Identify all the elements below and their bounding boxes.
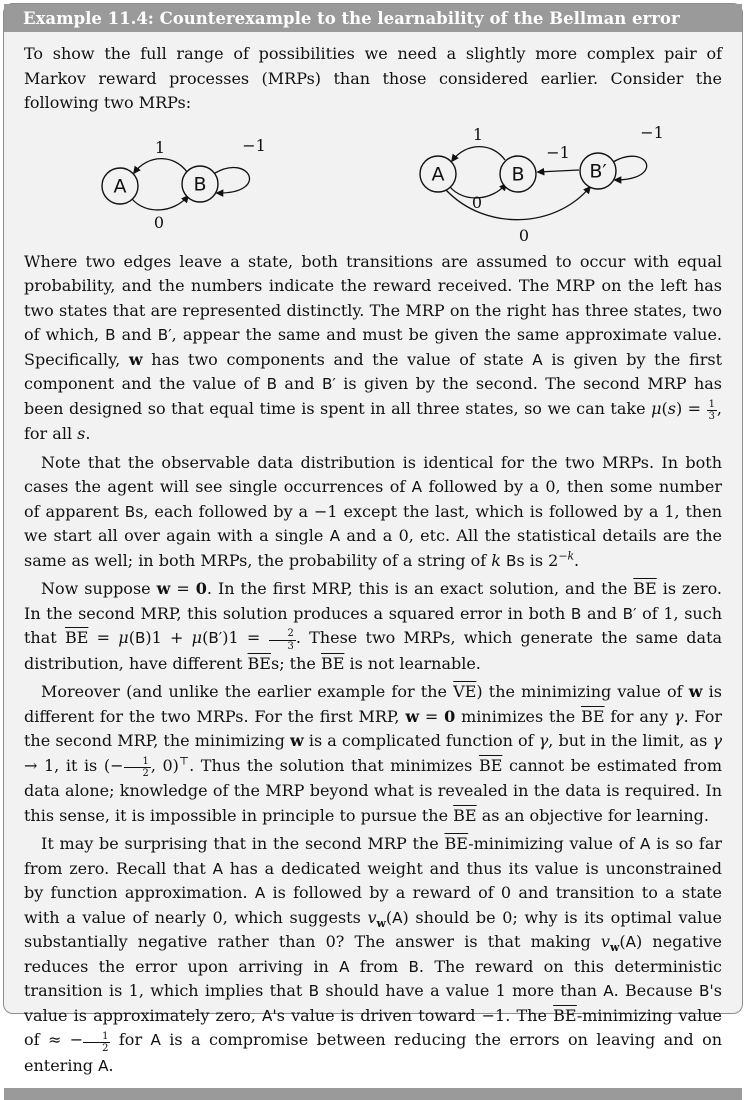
state-label-a: A	[431, 163, 445, 185]
mrp-diagrams	[24, 120, 722, 244]
example-title-bar	[4, 4, 742, 32]
transition-a-to-b-arrow	[132, 196, 188, 210]
reward-label-b-to-a: 1	[472, 124, 484, 144]
reward-label-a-to-bp: 0	[518, 225, 530, 245]
reward-label-bp-to-b: −1	[546, 142, 570, 162]
reward-label-b-loop: −1	[242, 135, 266, 155]
paragraph-suppose-w: Now suppose w = 0. In the first MRP, this is an exact solution, and the $\overline{BE}$ is zero. In the second MRP, this solution produces a squared error in both B and B′ of 1, such that $\overline{BE} = \mu(B)1 + \mu(B')1$ = $\frac{2}{3}$ . These two MRPs, which generate the same data distribution, have different $\overline{BE}s$; the $\overline{BE}$ is not learnable.	[24, 579, 723, 673]
reward-label-a-to-b: 0	[153, 212, 165, 232]
transition-b-loop-arrow	[215, 167, 250, 193]
reward-label-bp-loop: −1	[640, 122, 664, 142]
state-label-b: B	[511, 163, 525, 185]
mrp-right-diagram	[396, 122, 716, 244]
paragraph-intro: To show the full range of possibilities we need a slightly more complex pair of Markov reward processes (MRPs) than those considered earlier. Consider the following two MRPs:	[24, 44, 722, 112]
paragraph-surprising: It may be surprising that in the second MRP the $\overline{BE}$-minimizing value of A is so far from zero. Recall that A has a dedicated weight and thus its value is unconstrained by function approximation. A is followed by a reward of 0 and transition to a state with a value of nearly 0, which suggests $v_w(A)$ should be 0; why is its optimal value substantially negative rather than 0? The answer is that making $v_w(A)$ negative reduces the error upon arriving in A from B. The reward on this deterministic transition is 1, which implies that B should have a value 1 more than A. Because B's value is approximately zero, A's value is driven toward −1. The $\overline{BE}$-minimizing value of ≈ − $\frac{1}{2}$ for A is a compromise between reducing the errors on leaving and on entering A.	[24, 834, 723, 1075]
example-title: Example 11.4: Counterexample to the learnability of the Bellman error	[23, 8, 680, 28]
state-label-a: A	[113, 175, 127, 197]
state-label-b: B	[193, 173, 207, 195]
example-box-footer	[4, 1088, 742, 1100]
example-box	[3, 3, 743, 1075]
paragraph-moreover: Moreover (and unlike the earlier example for the $\overline{VE}$) the minimizing value of w is different for the two MRPs. For the first MRP, w = 0 minimizes the $\overline{BE}$ for any γ. For the second MRP, the minimizing w is a complicated function of γ, but in the limit, as γ → 1, it is (− $\frac{1}{2}$ , 0)⊤. Thus the solution that minimizes $\overline{BE}$ cannot be estimated from data alone; knowledge of the MRP beyond what is revealed in the data is required. In this sense, it is impossible in principle to pursue the $\overline{BE}$ as an objective for learning.	[24, 682, 723, 825]
example-body	[4, 32, 742, 1088]
state-label-b-prime: B′	[589, 160, 607, 182]
transition-b-to-a-arrow	[452, 146, 505, 160]
transition-bp-to-b-arrow	[538, 170, 579, 172]
paragraph-observable: Note that the observable data distribution is identical for the two MRPs. In both cases the agent will see single occurrences of A followed by a 0, then some number of apparent Bs, each followed by a −1 except the last, which is followed by a 1, then we start all over again with a single A and a 0, etc. All the statistical details are the same as well; in both MRPs, the probability of a string of k Bs is $2^{-k}$.	[24, 452, 723, 570]
transition-b-to-a-arrow	[134, 158, 187, 172]
reward-label-b-to-a: 1	[154, 137, 166, 157]
transition-bp-loop-arrow	[613, 156, 647, 180]
reward-label-a-to-b: 0	[471, 192, 483, 212]
paragraph-edges: Where two edges leave a state, both transitions are assumed to occur with equal probability, and the numbers indicate the reward received. The MRP on the left has two states that are represented distinctly. The MRP on the right has three states, two of which, B and B′, appear the same and must be given the same approximate value. Specifically, w has two components and the value of state A is given by the first component and the value of B and B′ is given by the second. The second MRP has been designed so that equal time is spent in all three states, so we can take μ(s) = $\frac{1}{3}$ , for all s.	[24, 251, 723, 444]
mrp-left-diagram	[68, 132, 303, 232]
